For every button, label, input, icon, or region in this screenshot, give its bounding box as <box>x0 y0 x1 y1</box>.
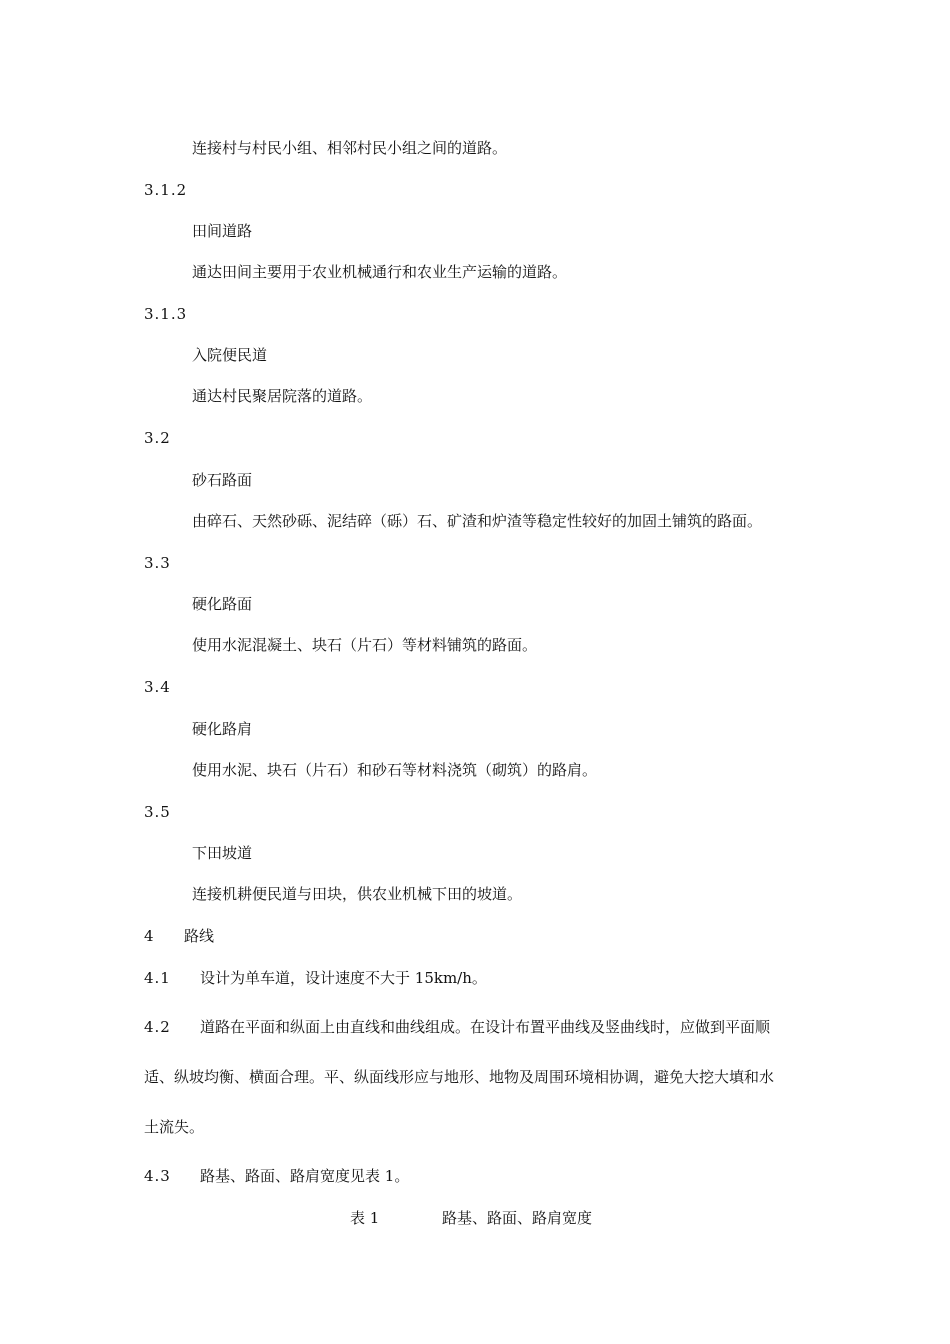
clause-number: 3.2 <box>144 429 171 447</box>
definition-text: 使用水泥、块石（片石）和砂石等材料浇筑（砌筑）的路肩。 <box>192 761 598 779</box>
clause-number: 3.3 <box>144 554 171 572</box>
term-title: 砂石路面 <box>192 471 253 489</box>
clause-number: 3.1.3 <box>144 305 188 323</box>
clause-number: 4.1 <box>144 969 171 987</box>
definition-text: 连接机耕便民道与田块，供农业机械下田的坡道。 <box>192 885 523 903</box>
definition-text: 通达村民聚居院落的道路。 <box>192 387 373 405</box>
clause-number: 3.5 <box>144 803 171 821</box>
clause-text: 路基、路面、路肩宽度见表 1。 <box>200 1167 410 1185</box>
definition-text: 连接村与村民小组、相邻村民小组之间的道路。 <box>192 139 508 157</box>
definition-text: 使用水泥混凝土、块石（片石）等材料铺筑的路面。 <box>192 636 538 654</box>
clause-text-continued: 适、纵坡均衡、横面合理。平、纵面线形应与地形、地物及周围环境相协调，避免大挖大填和水 <box>144 1068 775 1086</box>
clause-text: 道路在平面和纵面上由直线和曲线组成。在设计布置平曲线及竖曲线时，应做到平面顺 <box>200 1018 771 1036</box>
section-title: 路线 <box>184 927 215 945</box>
table-caption-label: 表 1 <box>350 1209 380 1227</box>
term-title: 入院便民道 <box>192 346 268 364</box>
definition-text: 通达田间主要用于农业机械通行和农业生产运输的道路。 <box>192 263 568 281</box>
term-title: 硬化路肩 <box>192 720 253 738</box>
term-title: 下田坡道 <box>192 844 253 862</box>
clause-text-continued: 土流失。 <box>144 1118 205 1136</box>
clause-number: 3.1.2 <box>144 181 188 199</box>
clause-number: 4.3 <box>144 1167 171 1185</box>
term-title: 硬化路面 <box>192 595 253 613</box>
term-title: 田间道路 <box>192 222 253 240</box>
table-caption-title: 路基、路面、路肩宽度 <box>442 1209 593 1227</box>
clause-text: 设计为单车道，设计速度不大于 15km/h。 <box>200 969 487 987</box>
clause-number: 3.4 <box>144 678 171 696</box>
clause-number: 4.2 <box>144 1018 171 1036</box>
definition-text: 由碎石、天然砂砾、泥结碎（砾）石、矿渣和炉渣等稳定性较好的加固土铺筑的路面。 <box>192 512 763 530</box>
section-number: 4 <box>144 927 155 945</box>
